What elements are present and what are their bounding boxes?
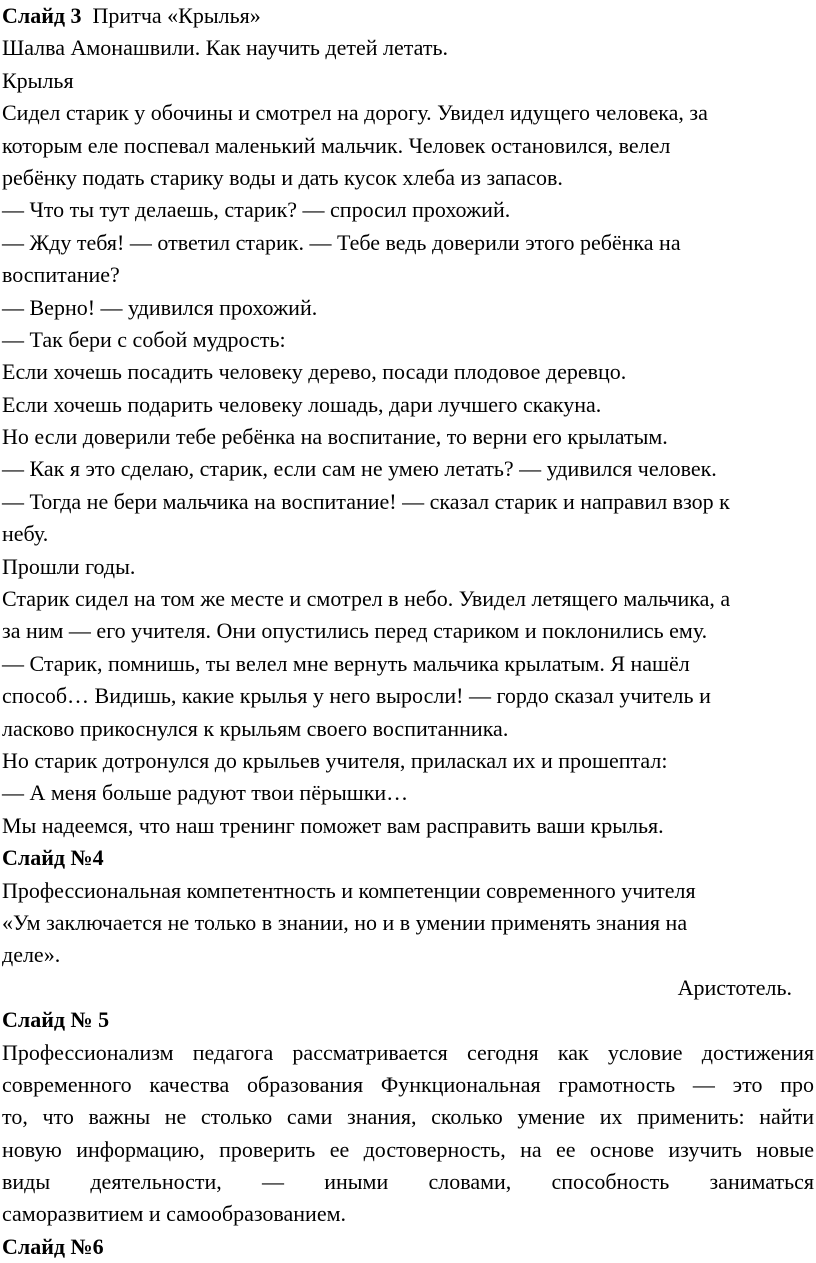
text-line: небу.	[2, 521, 49, 547]
slide3-title: Притча «Крылья»	[92, 3, 261, 28]
text-line: Шалва Амонашвили. Как научить детей летать.	[2, 35, 449, 61]
text-line: Сидел старик у обочины и смотрел на дорогу. Увидел идущего человека, за	[2, 100, 708, 126]
slide4-body	[2, 875, 814, 972]
text-line: ласково прикоснулся к крыльям своего воспитанника.	[2, 715, 509, 741]
text-line: Крылья	[2, 67, 74, 93]
text-line: виды деятельности, — иными словами, способность заниматься	[2, 1169, 814, 1195]
text-line: современного качества образования Функциональная грамотность — это про	[2, 1071, 814, 1097]
text-line: саморазвитием и самообразованием.	[2, 1201, 347, 1227]
text-line: «Ум заключается не только в знании, но и в умении применять знания на	[2, 909, 688, 935]
slide3-heading: Слайд 3	[2, 3, 82, 28]
text-line: — Как я это сделаю, старик, если сам не умею летать? — удивился человек.	[2, 456, 717, 482]
text-line: Прошли годы.	[2, 553, 136, 579]
text-line: Профессиональная компетентность и компетенции современного учителя	[2, 877, 696, 903]
slide5-body	[2, 1037, 814, 1231]
slide6-heading: Слайд №6	[2, 1233, 104, 1259]
text-line: ребёнку подать старику воды и дать кусок хлеба из запасов.	[2, 164, 563, 190]
text-line: новую информацию, проверить ее достоверность, на ее основе изучить новые	[2, 1136, 814, 1162]
text-line: Профессионализм педагога рассматривается сегодня как условие достижения	[2, 1039, 814, 1065]
slide4-heading: Слайд №4	[2, 845, 104, 871]
text-line: Но если доверили тебе ребёнка на воспитание, то верни его крылатым.	[2, 424, 668, 450]
text-line: Но старик дотронулся до крыльев учителя, приласкал их и прошептал:	[2, 747, 668, 773]
document-page	[2, 0, 814, 1263]
text-line: — А меня больше радуют твои пёрышки…	[2, 780, 409, 806]
text-line: — Так бери с собой мудрость:	[2, 326, 286, 352]
slide3-parable	[2, 32, 814, 842]
text-line: воспитание?	[2, 262, 120, 288]
text-line: то, что важны не столько сами знания, сколько умение их применить: найти	[2, 1104, 814, 1130]
slide4-quote-author: Аристотель.	[677, 974, 792, 1000]
text-line: — Верно! — удивился прохожий.	[2, 294, 318, 320]
text-line: — Что ты тут делаешь, старик? — спросил прохожий.	[2, 197, 511, 223]
text-line: Мы надеемся, что наш тренинг поможет вам расправить ваши крылья.	[2, 812, 664, 838]
text-line: деле».	[2, 942, 61, 968]
text-line: — Старик, помнишь, ты велел мне вернуть мальчика крылатым. Я нашёл	[2, 650, 690, 676]
slide3-title-line	[2, 0, 814, 32]
text-line: Если хочешь подарить человеку лошадь, дари лучшего скакуна.	[2, 391, 602, 417]
text-line: способ… Видишь, какие крылья у него выросли! — гордо сказал учитель и	[2, 683, 711, 709]
text-line: за ним — его учителя. Они опустились перед стариком и поклонились ему.	[2, 618, 708, 644]
text-line: которым еле поспевал маленький мальчик. Человек остановился, велел	[2, 132, 671, 158]
text-line: — Тогда не бери мальчика на воспитание! — сказал старик и направил взор к	[2, 488, 730, 514]
slide5-heading: Слайд № 5	[2, 1007, 110, 1033]
text-line: Если хочешь посадить человеку дерево, посади плодовое деревцо.	[2, 359, 627, 385]
text-line: — Жду тебя! — ответил старик. — Тебе ведь доверили этого ребёнка на	[2, 229, 681, 255]
text-line: Старик сидел на том же месте и смотрел в небо. Увидел летящего мальчика, а	[2, 586, 731, 612]
